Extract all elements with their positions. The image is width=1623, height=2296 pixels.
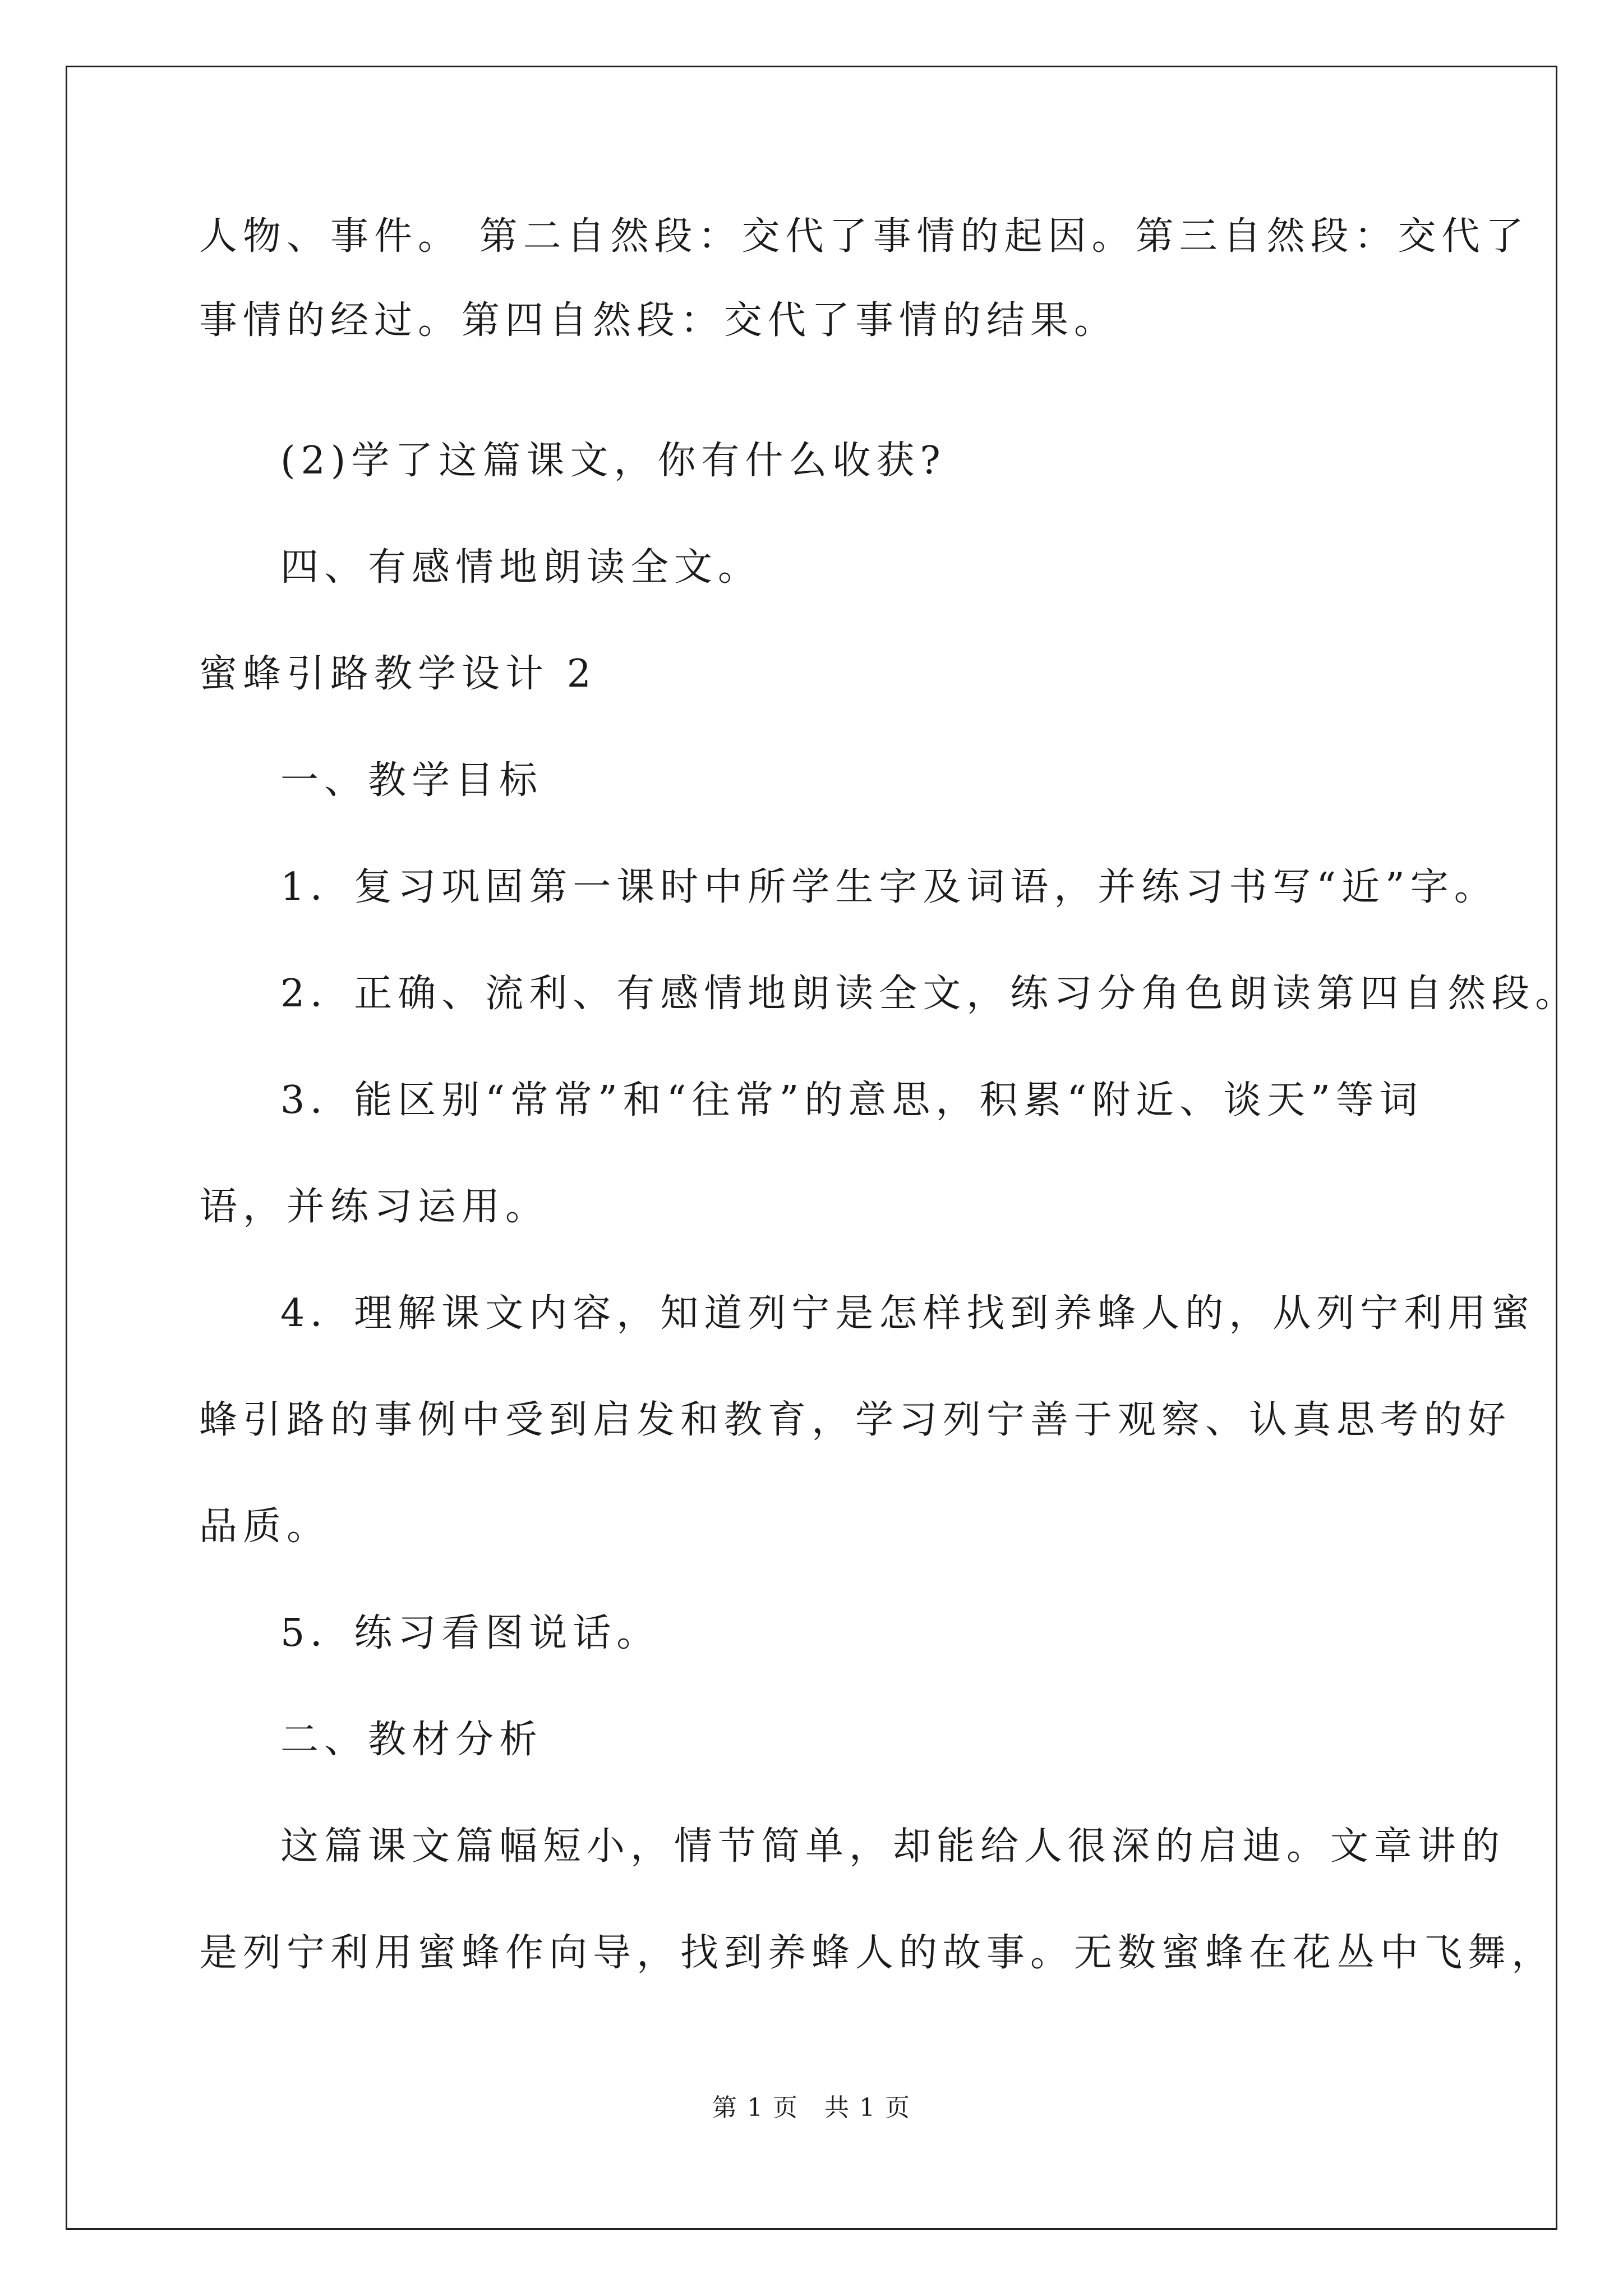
list-item: 1．复习巩固第一课时中所学生字及词语，并练习书写“近”字。 [280, 865, 1498, 909]
section-heading: 四、有感情地朗读全文。 [280, 545, 762, 590]
body-text-line: 人物、事件。 第二自然段：交代了事情的起因。第三自然段：交代了 [199, 214, 1529, 259]
section-heading: 一、教学目标 [280, 758, 543, 803]
list-item-continuation: 品质。 [199, 1504, 331, 1549]
body-text-line: 是列宁利用蜜蜂作向导，找到养蜂人的故事。无数蜜蜂在花丛中飞舞， [199, 1931, 1556, 1975]
document-title: 蜜蜂引路教学设计 2 [199, 652, 597, 696]
body-text-line: 这篇课文篇幅短小，情节简单，却能给人很深的启迪。文章讲的 [280, 1824, 1506, 1869]
section-heading: 二、教材分析 [280, 1718, 543, 1762]
list-item: 2．正确、流利、有感情地朗读全文，练习分角色朗读第四自然段。 [280, 972, 1579, 1016]
page-footer: 第 1 页 共 1 页 [712, 2093, 911, 2122]
page-frame [66, 66, 1557, 2230]
list-item-continuation: 蜂引路的事例中受到启发和教育，学习列宁善于观察、认真思考的好 [199, 1398, 1512, 1442]
body-text-line: 事情的经过。第四自然段：交代了事情的结果。 [199, 298, 1118, 343]
list-item: 4．理解课文内容，知道列宁是怎样找到养蜂人的，从列宁利用蜜 [280, 1291, 1536, 1336]
list-item: 3．能区别“常常”和“往常”的意思，积累“附近、谈天”等词 [280, 1078, 1423, 1122]
list-item: 5．练习看图说话。 [280, 1611, 661, 1655]
question-line: (2)学了这篇课文，你有什么收获? [280, 439, 946, 483]
list-item-continuation: 语，并练习运用。 [199, 1185, 550, 1229]
